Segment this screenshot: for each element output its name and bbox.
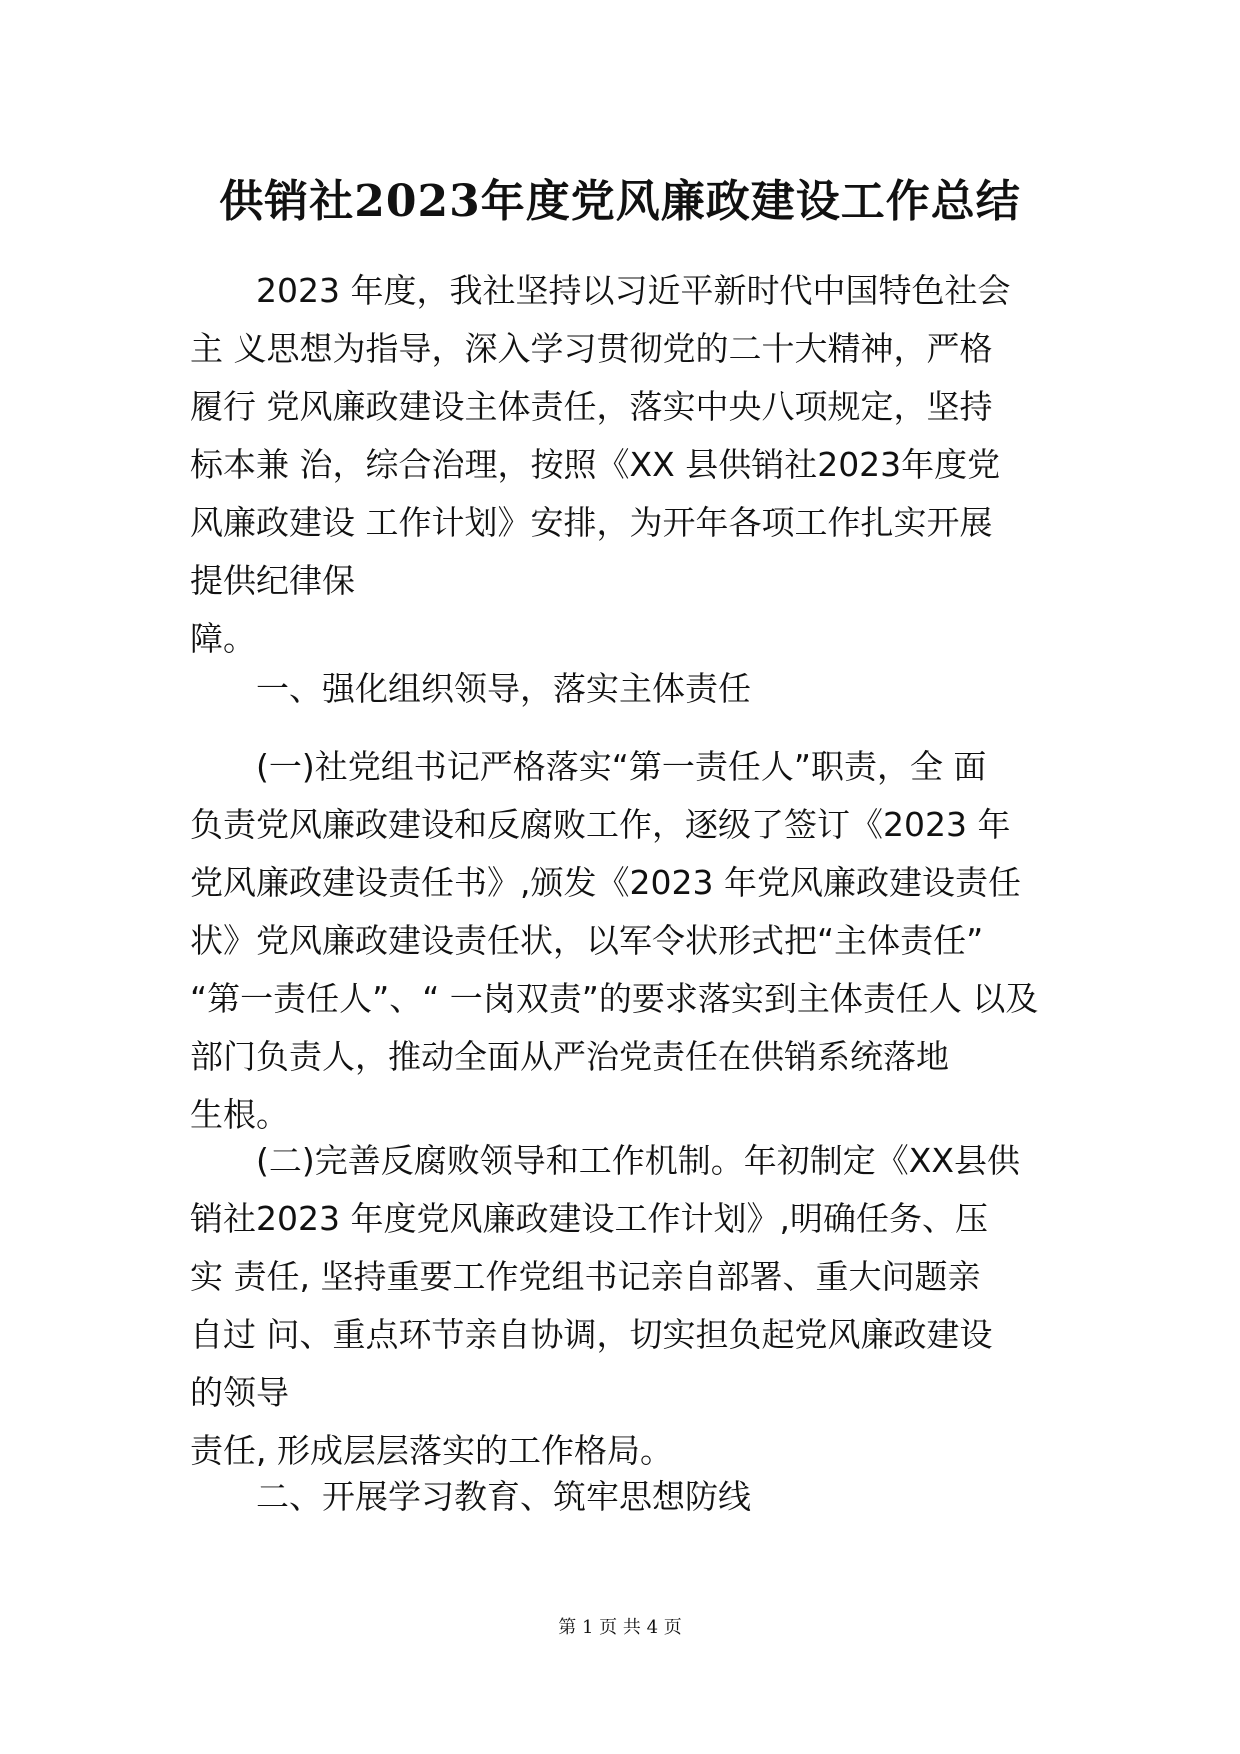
text-line: 自过 问、重点环节亲自协调，切实担负起党风廉政建设 (190, 1315, 993, 1354)
text-line: 负责党风廉政建设和反腐败工作，逐级了签订《2023 年 (190, 805, 1011, 844)
text-line: 党风廉政建设责任书》,颁发《2023 年党风廉政建设责任 (190, 863, 1021, 902)
text-line: 生根。 (190, 1095, 289, 1134)
text-line: (一)社党组书记严格落实“第一责任人”职责，全 面 (256, 747, 987, 786)
text-line: 提供纪律保 (190, 561, 355, 600)
text-line: 主 义思想为指导，深入学习贯彻党的二十大精神，严格 (190, 329, 993, 368)
paragraph-subsection-1 (190, 738, 1070, 1144)
text-line: 履行 党风廉政建设主体责任，落实中央八项规定，坚持 (190, 387, 993, 426)
text-line: 销社2023 年度党风廉政建设工作计划》,明确任务、压 (190, 1199, 988, 1238)
text-line: (二)完善反腐败领导和工作机制。年初制定《XX县供 (256, 1141, 1020, 1180)
section-heading-1 (190, 660, 1070, 718)
text-line: 2023 年度，我社坚持以习近平新时代中国特色社会 (256, 271, 1011, 310)
text-line: 责任, 形成层层落实的工作格局。 (190, 1431, 673, 1470)
text-line: 标本兼 治，综合治理，按照《XX 县供销社2023年度党 (190, 445, 1001, 484)
text-line: 障。 (190, 619, 256, 658)
text-line: 风廉政建设 工作计划》安排，为开年各项工作扎实开展 (190, 503, 993, 542)
text-line: 状》党风廉政建设责任状，以军令状形式把“主体责任” (190, 921, 984, 960)
page-footer: 第 1 页 共 4 页 (558, 1617, 682, 1638)
text-line: 部门负责人，推动全面从严治党责任在供销系统落地 (190, 1037, 949, 1076)
paragraph-intro (190, 262, 1070, 668)
heading-text: 一、强化组织领导，落实主体责任 (256, 669, 751, 708)
text-line: “第一责任人”、“ 一岗双责”的要求落实到主体责任人 以及 (190, 979, 1039, 1018)
section-heading-2 (190, 1468, 1070, 1526)
text-line: 实 责任, 坚持重要工作党组书记亲自部署、重大问题亲 (190, 1257, 981, 1296)
heading-text: 二、开展学习教育、筑牢思想防线 (256, 1477, 751, 1516)
text-line: 的领导 (190, 1373, 289, 1412)
paragraph-subsection-2 (190, 1132, 1070, 1480)
document-title: 供销社2023年度党风廉政建设工作总结 (219, 176, 1021, 227)
